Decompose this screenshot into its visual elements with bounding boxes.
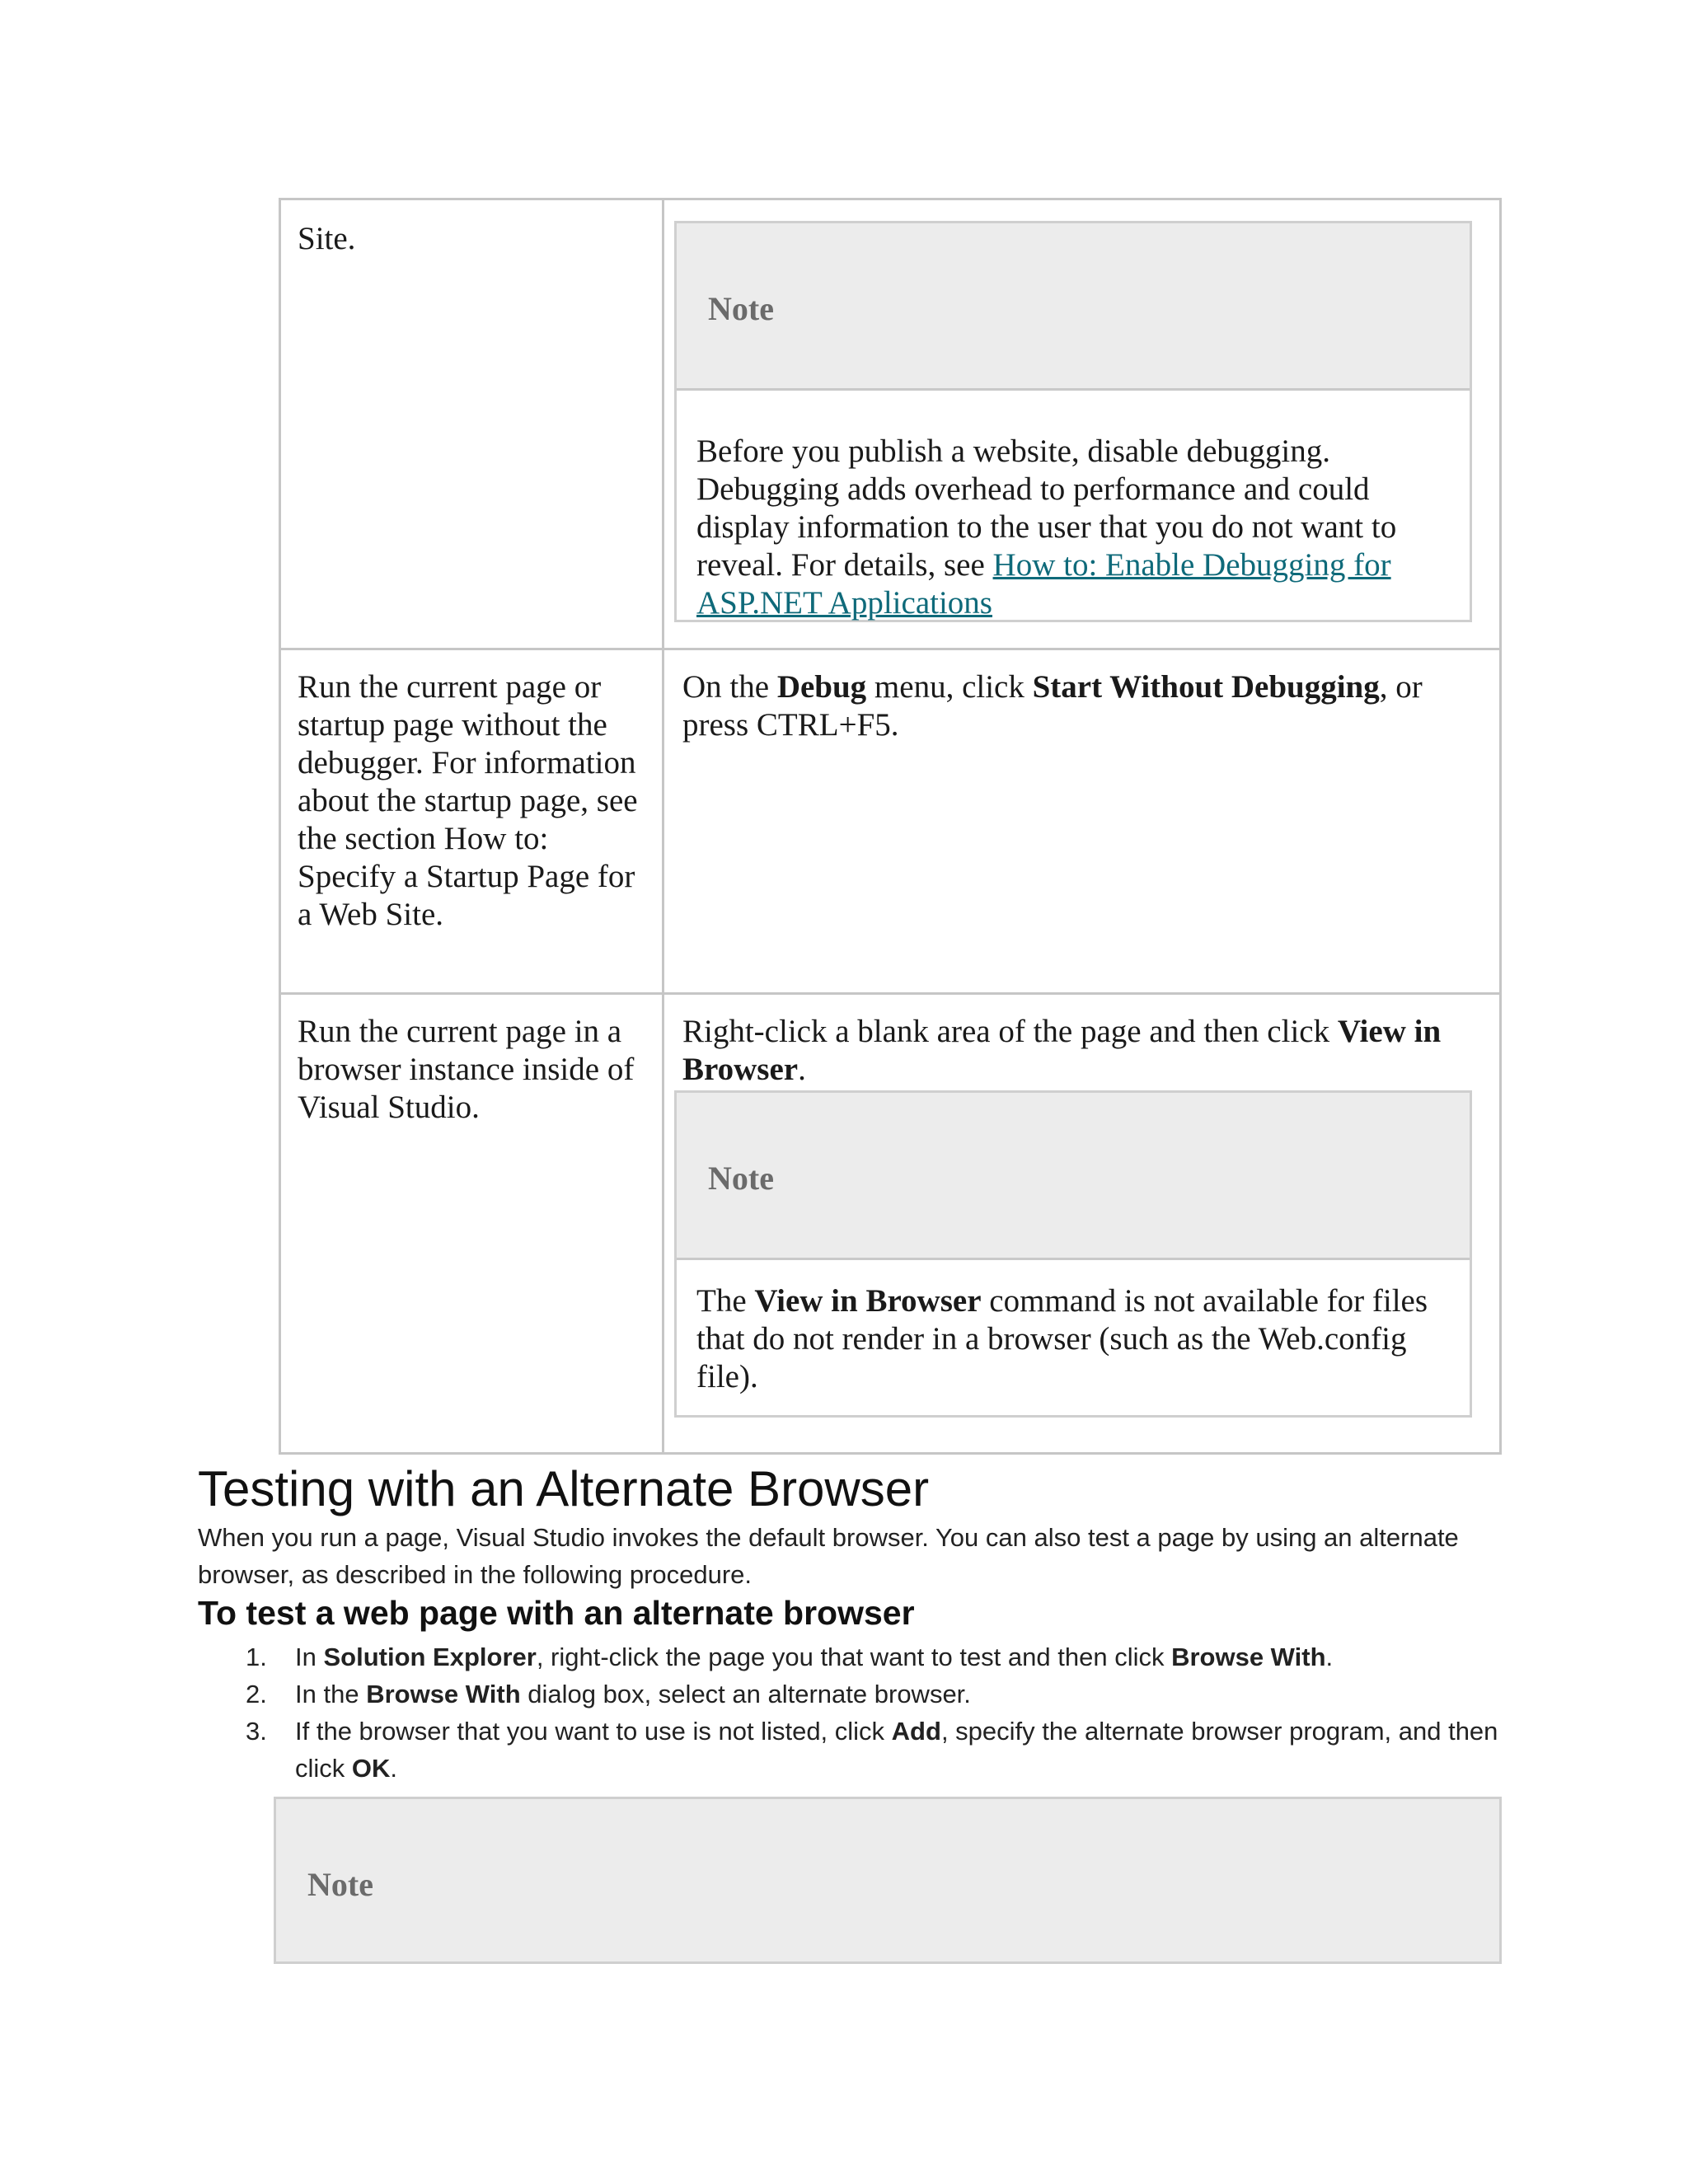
list-item: 3. If the browser that you want to use is not listed, click Add, specify the alternate browser program, and then click OK. — [246, 1717, 1498, 1783]
row2-right-text: On the Debug menu, click Start Without Debugging, or press CTRL+F5. — [682, 669, 1423, 743]
steps-list — [198, 1638, 1500, 1787]
note-body: Before you publish a website, disable debugging. Debugging adds overhead to performance and could display information to the user that you do not want to reveal. For details, see How to: Enable Debugging for ASP.NET Applications — [696, 434, 1397, 621]
note-label: Note — [708, 1160, 774, 1197]
row3-left-text: Run the current page in a browser instance inside of Visual Studio. — [298, 1014, 635, 1125]
note-label: Note — [708, 290, 774, 327]
procedure-heading: To test a web page with an alternate browser — [198, 1594, 915, 1632]
note-box — [274, 1797, 1502, 1964]
note-header — [677, 1093, 1470, 1260]
row3-right-text: Right-click a blank area of the page and then click View in Browser. — [682, 1014, 1442, 1087]
list-item: 1. In Solution Explorer, right-click the page you that want to test and then click Browse With. — [246, 1643, 1334, 1671]
note-label: Note — [307, 1866, 373, 1903]
enable-debugging-link[interactable]: How to: Enable Debugging for ASP.NET Applications — [696, 547, 1391, 621]
row2-left-text: Run the current page or startup page without the debugger. For information about the startup page, see the section How to: Specify a Startup Page for a Web Site. — [298, 669, 638, 932]
note-header — [677, 223, 1470, 391]
row-divider — [281, 992, 1499, 995]
row1-left-text: Site. — [298, 221, 356, 256]
row-divider — [281, 648, 1499, 650]
section-heading: Testing with an Alternate Browser — [198, 1461, 930, 1516]
list-item: 2. In the Browse With dialog box, select an alternate browser. — [246, 1680, 971, 1708]
intro-paragraph: When you run a page, Visual Studio invokes the default browser. You can also test a page by using an alternate browser, as described in the following procedure. — [198, 1523, 1459, 1589]
note-body: The View in Browser command is not available for files that do not render in a browser (such as the Web.config file). — [696, 1283, 1428, 1394]
note-box — [674, 221, 1472, 622]
note-box — [674, 1090, 1472, 1418]
debug-options-table — [279, 198, 1502, 1455]
column-divider — [662, 200, 664, 1452]
